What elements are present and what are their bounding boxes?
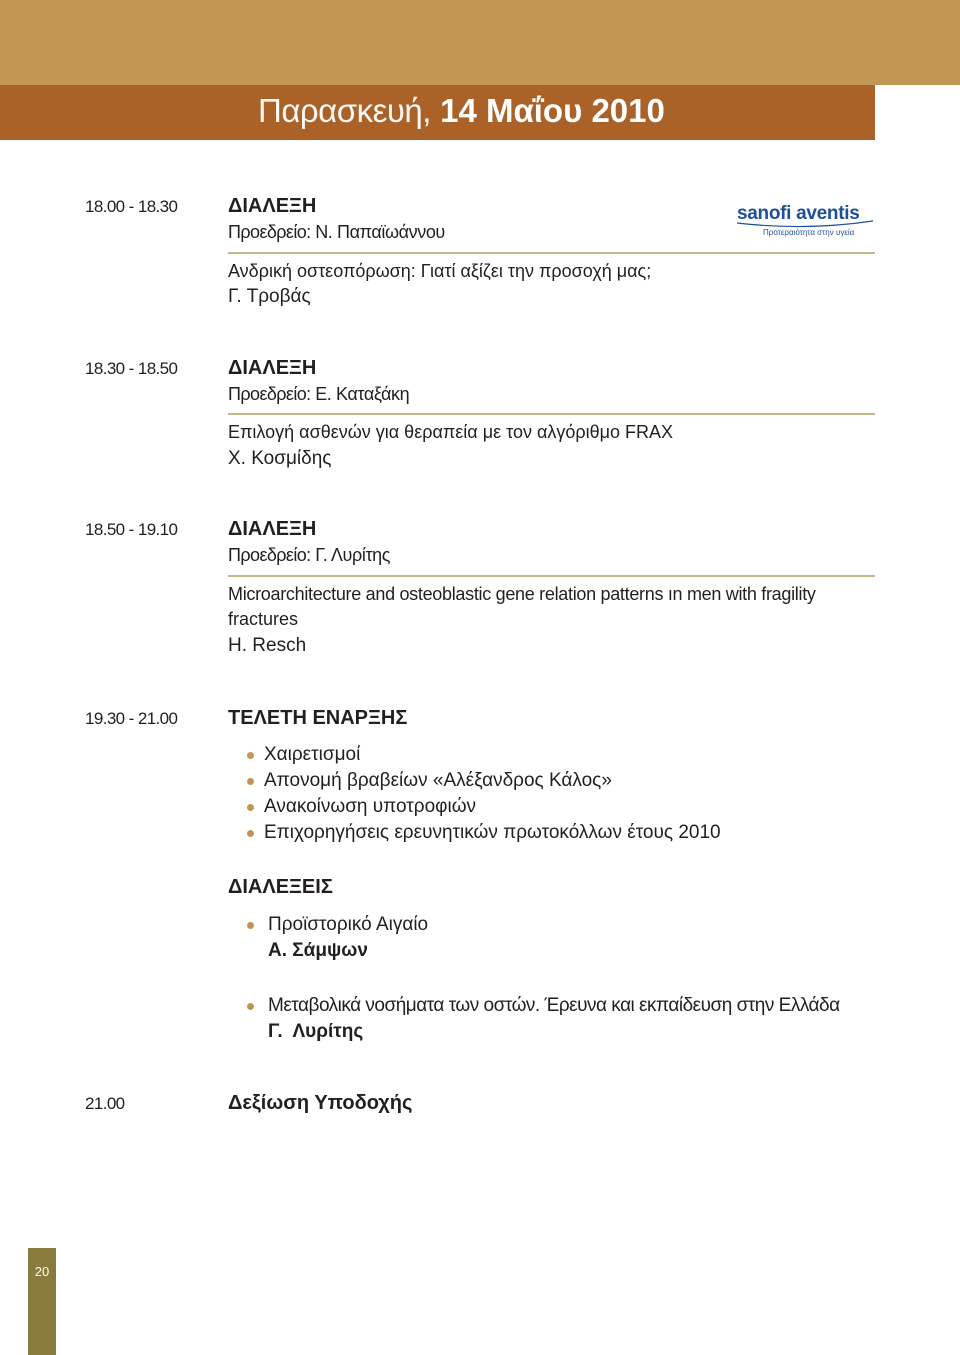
page-number: 20 xyxy=(34,1264,50,1279)
session-time: 18.30 - 18.50 xyxy=(85,359,178,378)
chair-label: Προεδρείο: xyxy=(228,384,311,404)
session-topic-line1: Microarchitecture and osteoblastic gene relation patterns ın men with fragility xyxy=(228,584,816,604)
bullet-icon xyxy=(247,778,254,785)
divider xyxy=(228,575,875,577)
opening-item: Ανακοίνωση υποτροφιών xyxy=(264,796,477,817)
session-speaker: Χ. Κοσμίδης xyxy=(228,448,332,469)
title-date: 14 Μαΐου 2010 xyxy=(440,92,665,129)
bullet-icon xyxy=(247,830,254,837)
lecture-speaker: Α. Σάμψων xyxy=(268,940,368,961)
opening-item: Επιχορηγήσεις ερευνητικών πρωτοκόλλων έτους 2010 xyxy=(264,822,721,843)
chair-label: Προεδρείο: xyxy=(228,545,311,565)
bullet-icon xyxy=(247,1003,254,1010)
session-chair xyxy=(228,545,390,566)
title-day: Παρασκευή, xyxy=(258,92,431,129)
session-time: 18.00 - 18.30 xyxy=(85,197,178,216)
page-title xyxy=(258,91,665,131)
page-title-bar xyxy=(0,85,875,140)
session-chair xyxy=(228,384,409,405)
lecture-topic: Προϊστορικό Αιγαίο xyxy=(268,914,429,935)
chair-name: Γ. Λυρίτης xyxy=(315,545,391,565)
session-time: 18.50 - 19.10 xyxy=(85,520,178,539)
chair-label: Προεδρείο: xyxy=(228,222,311,242)
lecture-speaker: Γ. Λυρίτης xyxy=(268,1021,364,1042)
bullet-icon xyxy=(247,922,254,929)
lecture-topic: Μεταβολικά νοσήματα των οστών. Έρευνα και εκπαίδευση στην Ελλάδα xyxy=(268,995,840,1016)
opening-title: ΤΕΛΕΤΗ ΕΝΑΡΞΗΣ xyxy=(228,707,408,729)
lectures-title: ΔΙΑΛΕΞΕΙΣ xyxy=(228,876,333,898)
session-topic: Επιλογή ασθενών για θεραπεία με τον αλγόριθμο FRAX xyxy=(228,422,674,442)
chair-name: Ε. Καταξάκη xyxy=(315,384,410,404)
top-decorative-band xyxy=(0,0,960,85)
reception-time: 21.00 xyxy=(85,1094,125,1113)
sponsor-tagline: Προτεραιότητα στην υγεία xyxy=(763,228,855,237)
session-speaker: H. Resch xyxy=(228,635,307,656)
sponsor-name: sanofi aventis xyxy=(737,203,860,224)
sponsor-logo xyxy=(735,203,875,243)
session-speaker: Γ. Τροβάς xyxy=(228,286,311,307)
session-type: ΔΙΑΛΕΞΗ xyxy=(228,195,317,217)
session-type: ΔΙΑΛΕΞΗ xyxy=(228,518,317,540)
opening-time: 19.30 - 21.00 xyxy=(85,709,178,728)
session-chair xyxy=(228,222,445,243)
bullet-icon xyxy=(247,752,254,759)
page-number-tab xyxy=(28,1248,56,1355)
session-topic-line2: fractures xyxy=(228,609,299,629)
chair-name: Ν. Παπαϊωάννου xyxy=(315,222,445,242)
session-topic: Ανδρική οστεοπόρωση: Γιατί αξίζει την προσοχή μας; xyxy=(228,261,652,281)
bullet-icon xyxy=(247,804,254,811)
divider xyxy=(228,413,875,415)
opening-item: Απονομή βραβείων «Αλέξανδρος Κάλος» xyxy=(264,770,612,791)
session-type: ΔΙΑΛΕΞΗ xyxy=(228,357,317,379)
opening-item: Χαιρετισμοί xyxy=(264,744,361,765)
reception-title: Δεξίωση Υποδοχής xyxy=(228,1092,413,1114)
divider xyxy=(228,252,875,254)
